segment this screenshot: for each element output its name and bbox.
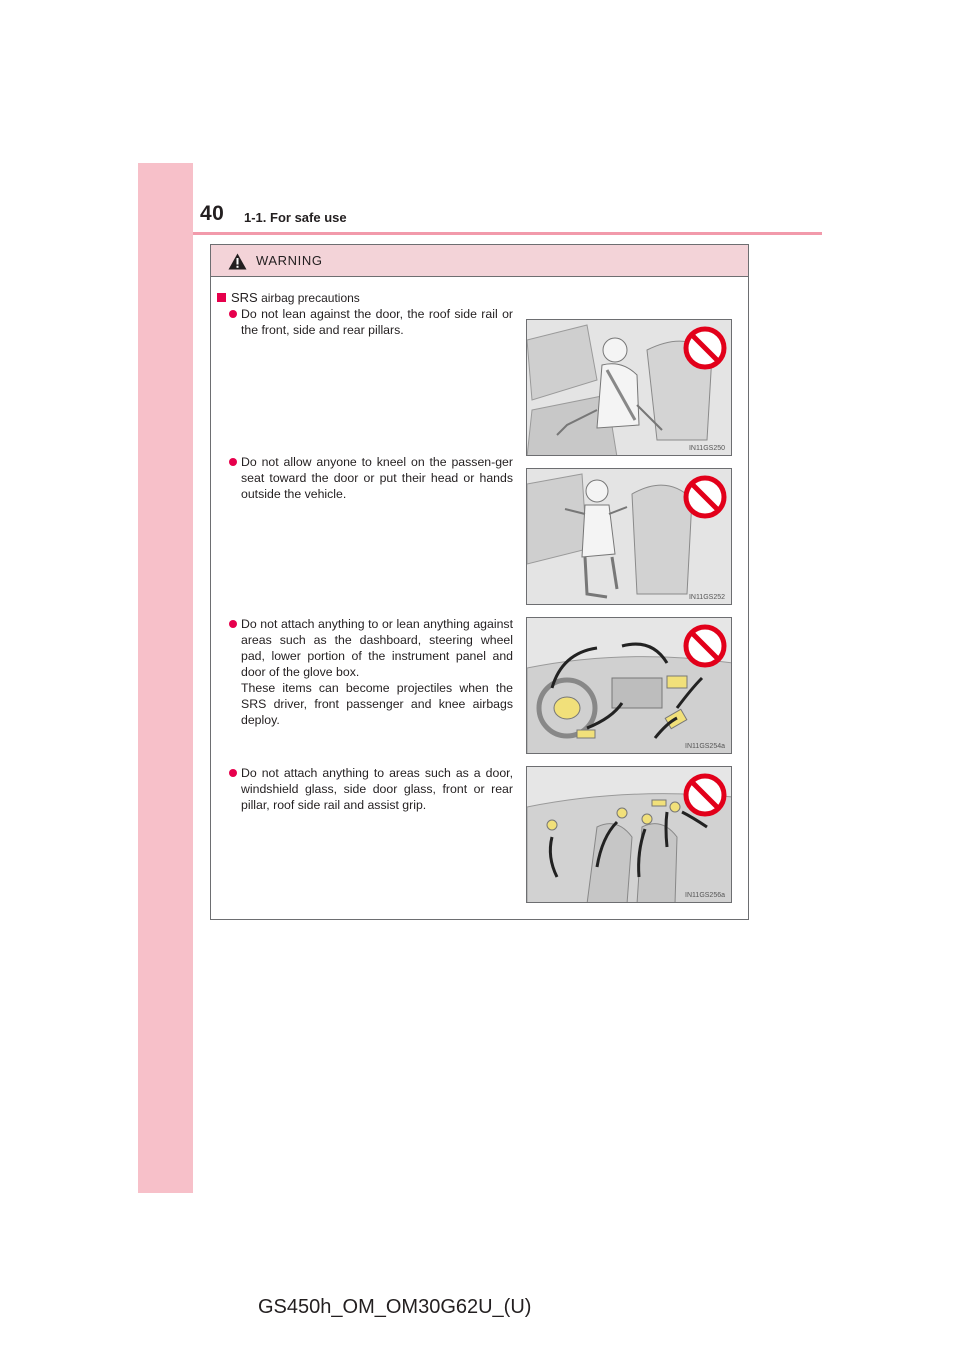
illustration-code: IN11GS250 [688,445,725,452]
list-item [229,616,513,728]
prohibition-icon [683,773,727,817]
bullet-icon [229,769,237,777]
subheading-main: SRS [231,290,258,305]
header-rule [193,232,822,235]
bullet-icon [229,310,237,318]
item-text-continued: These items can become projectiles when the SRS driver, front passenger and knee airbags deploy. [241,681,513,727]
list-item [229,306,513,338]
warning-triangle-icon [228,253,247,270]
section-title: 1-1. For safe use [244,210,347,225]
square-bullet-icon [217,293,226,302]
subheading [217,290,360,305]
warning-box [210,244,749,920]
prohibition-icon [683,624,727,668]
page-number: 40 [200,202,225,225]
item-text: Do not attach anything to or lean anything against areas such as the dashboard, steering wheel pad, lower portion of the instrument panel and door of the glove box. [241,617,513,679]
illustration-code: IN11GS252 [688,594,725,601]
bullet-icon [229,620,237,628]
warning-header [211,245,748,277]
illustration-code: IN11GS256a [685,892,725,899]
prohibition-icon [683,475,727,519]
item-text: Do not attach anything to areas such as a door, windshield glass, side door glass, front or rear pillar, roof side rail and assist grip. [241,766,513,812]
document-code: GS450h_OM_OM30G62U_(U) [258,1296,532,1318]
illustration-lean-door [526,319,732,456]
list-item [229,765,513,813]
illustration-kneel-seat [526,468,732,605]
side-band [138,163,193,1193]
warning-label: WARNING [256,253,323,268]
subheading-small: airbag precautions [257,291,360,305]
bullet-icon [229,458,237,466]
list-item [229,454,513,502]
item-text: Do not lean against the door, the roof side rail or the front, side and rear pillars. [241,307,513,337]
illustration-code: IN11GS254a [685,743,725,750]
item-text: Do not allow anyone to kneel on the passen-ger seat toward the door or put their head or hands outside the vehicle. [241,455,513,501]
prohibition-icon [683,326,727,370]
illustration-cabin [526,766,732,903]
illustration-dashboard [526,617,732,754]
